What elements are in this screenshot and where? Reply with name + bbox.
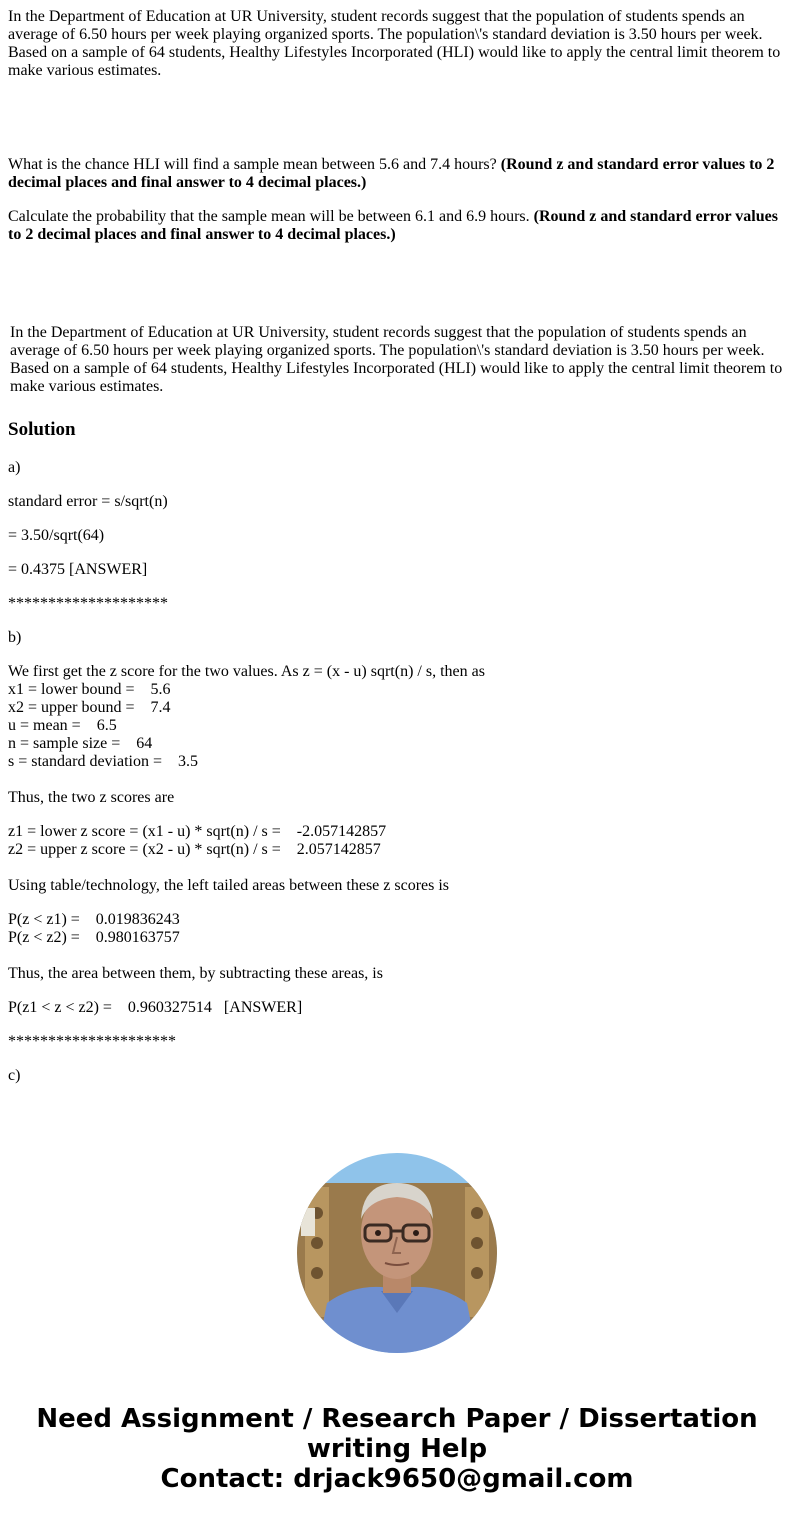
repeated-intro: In the Department of Education at UR University, student records suggest that the population of students spends an average of 6.50 hours per week playing organized sports. The population\'s standard deviation is 3.50 hours per week. Based on a sample of 64 students, Healthy Lifestyles Incorporated (HLI) would like to apply the central limit theorem to make various estimates. xyxy=(10,324,783,395)
standard-error-formula: standard error = s/sqrt(n) xyxy=(8,493,168,510)
given-line: We first get the z score for the two values. As z = (x - u) sqrt(n) / s, then as xyxy=(8,663,485,680)
solution-heading: Solution xyxy=(8,419,76,440)
part-c-label: c) xyxy=(8,1067,21,1084)
ad-line-2: writing Help xyxy=(306,1434,488,1464)
final-answer: P(z1 < z < z2) = 0.960327514 [ANSWER] xyxy=(8,999,303,1016)
repeated-problem-block xyxy=(8,324,786,396)
given-line: u = mean = 6.5 xyxy=(8,717,117,734)
separator-stars-1: ******************** xyxy=(8,595,168,612)
given-line: x2 = upper bound = 7.4 xyxy=(8,699,171,716)
standard-error-substitution: = 3.50/sqrt(64) xyxy=(8,527,105,544)
given-values-block xyxy=(8,663,786,771)
z-scores-intro: Thus, the two z scores are xyxy=(8,789,175,806)
problem-intro: In the Department of Education at UR University, student records suggest that the population of students spends an average of 6.50 hours per week playing organized sports. The population\'s standard deviation is 3.50 hours per week. Based on a sample of 64 students, Healthy Lifestyles Incorporated (HLI) would like to apply the central limit theorem to make various estimates. xyxy=(8,8,781,79)
given-line: s = standard deviation = 3.5 xyxy=(8,753,199,770)
ad-contact: Contact: drjack9650@gmail.com xyxy=(160,1464,634,1494)
ad-line-1: Need Assignment / Research Paper / Dissertation xyxy=(36,1404,758,1434)
question-1-instructions: (Round z and standard error values to 2 decimal places and final answer to 4 decimal places.) xyxy=(8,156,775,191)
part-b-label: b) xyxy=(8,629,22,646)
z-score-line: z2 = upper z score = (x2 - u) * sqrt(n) / s = 2.057142857 xyxy=(8,841,381,858)
question-2 xyxy=(8,208,786,244)
given-line: n = sample size = 64 xyxy=(8,735,153,752)
author-photo xyxy=(297,1153,497,1353)
probability-line: P(z < z2) = 0.980163757 xyxy=(8,929,180,946)
question-1 xyxy=(8,156,786,192)
question-2-text: Calculate the probability that the sample mean will be between 6.1 and 6.9 hours. xyxy=(8,208,534,225)
question-2-instructions: (Round z and standard error values to 2 decimal places and final answer to 4 decimal places.) xyxy=(8,208,778,243)
area-intro: Thus, the area between them, by subtracting these areas, is xyxy=(8,965,383,982)
separator-stars-2: ********************* xyxy=(8,1033,176,1050)
document xyxy=(8,8,786,1101)
probabilities-block xyxy=(8,911,786,947)
given-line: x1 = lower bound = 5.6 xyxy=(8,681,171,698)
probability-line: P(z < z1) = 0.019836243 xyxy=(8,911,180,928)
z-scores-block xyxy=(8,823,786,859)
advertisement-banner xyxy=(0,1404,794,1494)
standard-error-answer: = 0.4375 [ANSWER] xyxy=(8,561,148,578)
z-score-line: z1 = lower z score = (x1 - u) * sqrt(n) / s = -2.057142857 xyxy=(8,823,387,840)
part-a-label: a) xyxy=(8,459,21,476)
author-photo-illustration xyxy=(297,1153,497,1353)
table-intro: Using table/technology, the left tailed areas between these z scores is xyxy=(8,877,450,894)
question-1-text: What is the chance HLI will find a sample mean between 5.6 and 7.4 hours? xyxy=(8,156,501,173)
